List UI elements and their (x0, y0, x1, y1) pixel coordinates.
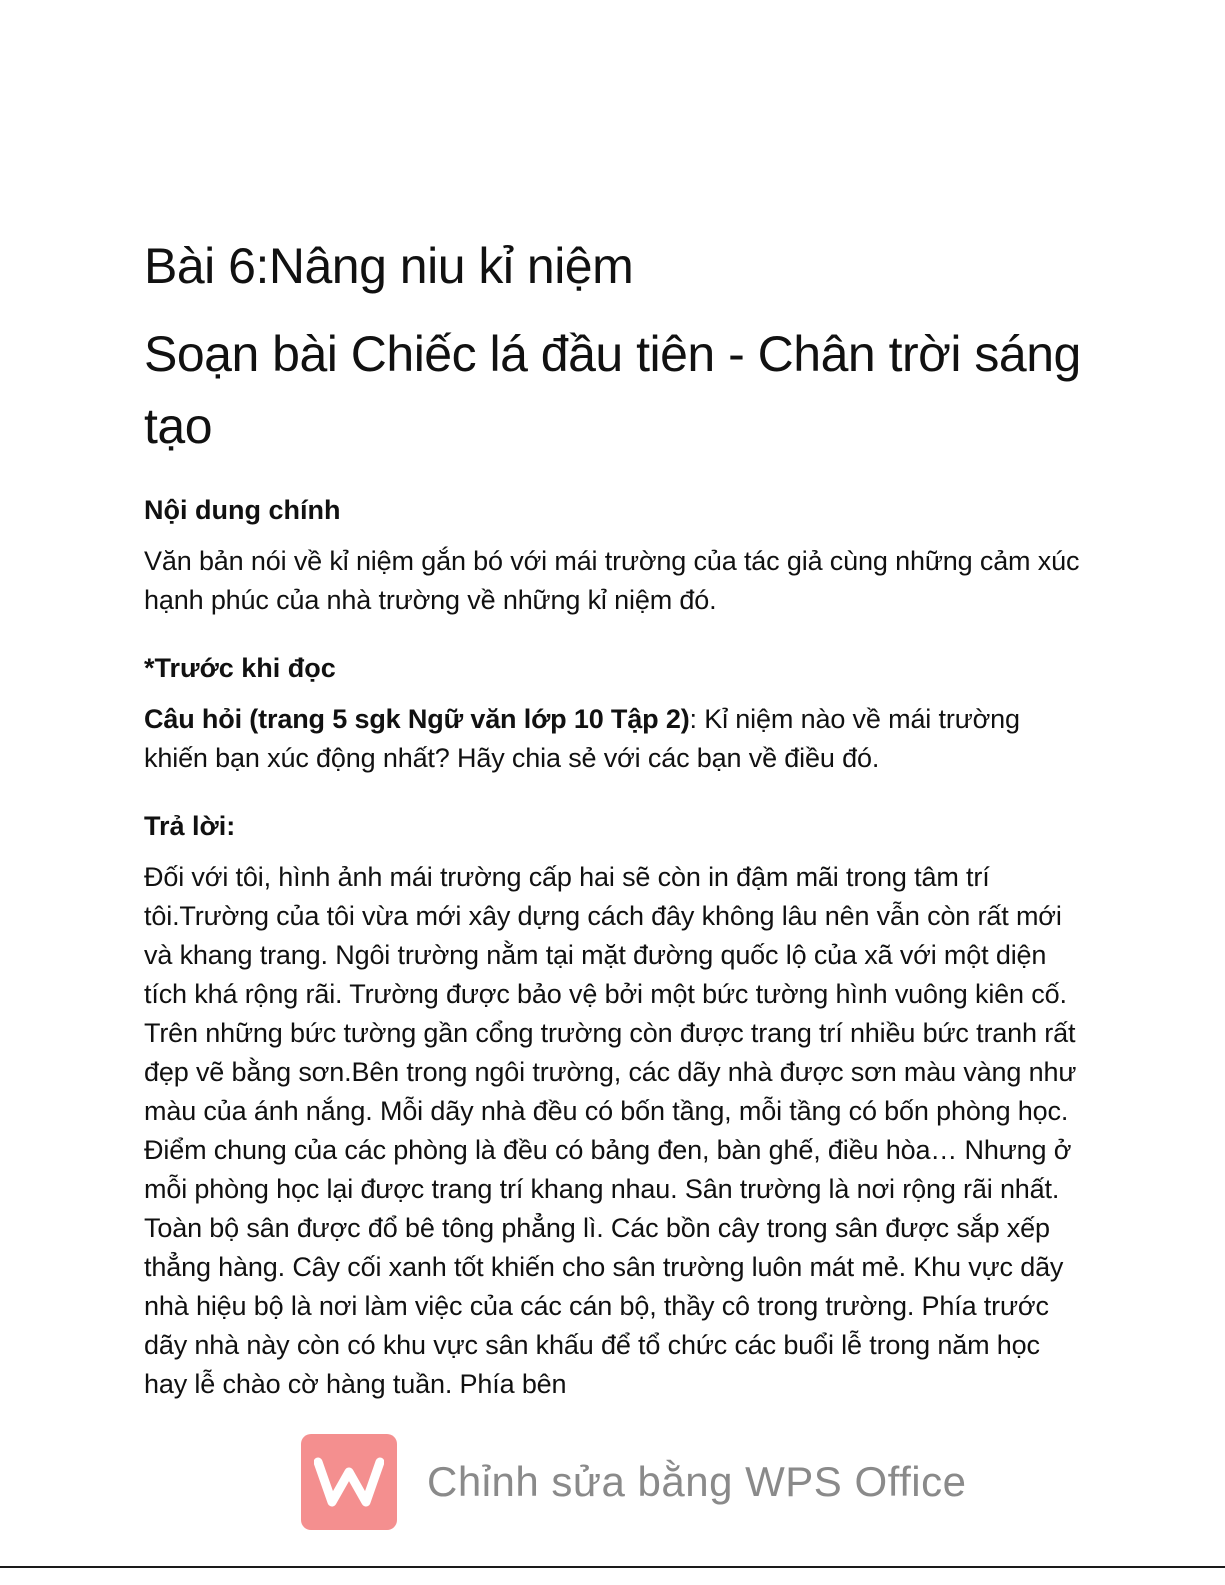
answer-paragraph: Đối với tôi, hình ảnh mái trường cấp hai sẽ còn in đậm mãi trong tâm trí tôi.Trường của tôi vừa mới xây dựng cách đây không lâu nên vẫn còn rất mới và khang trang. Ngôi trường nằm tại mặt đường quốc lộ của xã với một diện tích khá rộng rãi. Trường được bảo vệ bởi một bức tường hình vuông kiên cố. Trên những bức tường gần cổng trường còn được trang trí nhiều bức tranh rất đẹp vẽ bằng sơn.Bên trong ngôi trường, các dãy nhà được sơn màu vàng như màu của ánh nắng. Mỗi dãy nhà đều có bốn tầng, mỗi tầng có bốn phòng học. Điểm chung của các phòng là đều có bảng đen, bàn ghế, điều hòa… Nhưng ở mỗi phòng học lại được trang trí khang nhau. Sân trường là nơi rộng rãi nhất. Toàn bộ sân được đổ bê tông phẳng lì. Các bồn cây trong sân được sắp xếp thẳng hàng. Cây cối xanh tốt khiến cho sân trường luôn mát mẻ. Khu vực dãy nhà hiệu bộ là nơi làm việc của các cán bộ, thầy cô trong trường. Phía trước dãy nhà này còn có khu vực sân khấu để tổ chức các buổi lễ trong năm học hay lễ chào cờ hàng tuần. Phía bên (144, 862, 1077, 1399)
answer-heading: Trả lời: (144, 811, 236, 841)
document-content (144, 232, 1084, 1404)
wps-watermark[interactable] (301, 1434, 966, 1530)
question-paragraph (144, 700, 1084, 778)
article-title: Soạn bài Chiếc lá đầu tiên - Chân trời sáng tạo (144, 326, 1081, 454)
wps-logo-icon (301, 1434, 397, 1530)
lesson-title: Bài 6:Nâng niu kỉ niệm (144, 238, 634, 294)
question-text: : Kỉ niệm nào về mái trường khiến bạn xúc động nhất? Hãy chia sẻ với các bạn về điều đó. (144, 704, 1020, 773)
summary-paragraph: Văn bản nói về kỉ niệm gắn bó với mái trường của tác giả cùng những cảm xúc hạnh phúc của nhà trường về những kỉ niệm đó. (144, 546, 1080, 615)
summary-heading: Nội dung chính (144, 495, 341, 525)
question-label: Câu hỏi (trang 5 sgk Ngữ văn lớp 10 Tập 2) (144, 704, 690, 734)
wps-watermark-text: Chỉnh sửa bằng WPS Office (427, 1458, 967, 1505)
page-bottom-border (0, 1566, 1225, 1568)
before-reading-heading: *Trước khi đọc (144, 653, 336, 683)
